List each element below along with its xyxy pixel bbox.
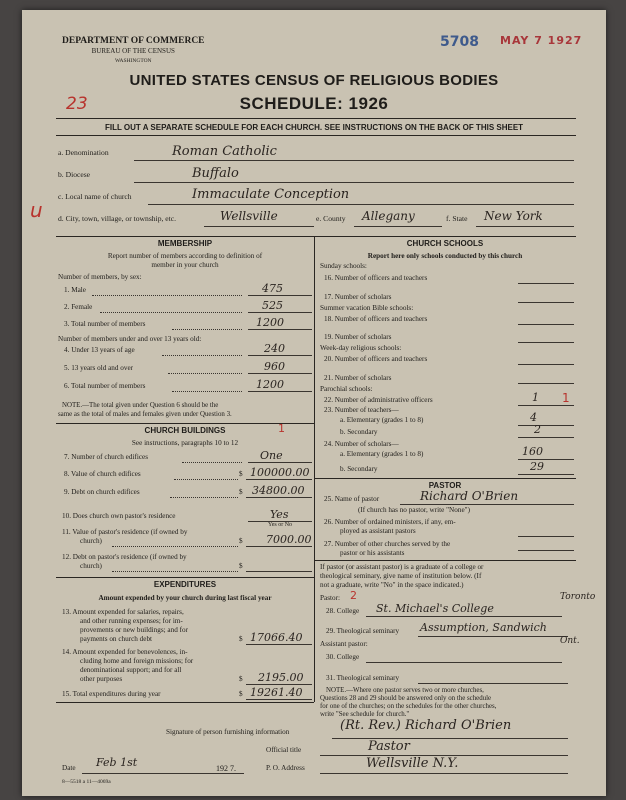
q29-seminary-value: Assumption, Sandwich: [420, 621, 547, 634]
dollar-sign: $: [239, 635, 243, 643]
schools-intro: Report here only schools conducted by this church: [367, 252, 523, 260]
q28-college-value: St. Michael's College: [376, 602, 494, 615]
q6-total-label: 6. Total number of members: [64, 382, 146, 390]
dollar-sign: $: [239, 470, 243, 478]
assistant-pastor-subheading: Assistant pastor:: [320, 640, 368, 648]
q26-label-2: ployed as assistant pastors: [340, 527, 416, 535]
q7-edifices-label: 7. Number of church edifices: [64, 453, 149, 461]
denomination-label: a. Denomination: [58, 148, 109, 157]
dollar-sign: $: [239, 675, 243, 683]
q2-female-label: 2. Female: [64, 303, 93, 311]
q9-edifice-debt-label: 9. Debt on church edifices: [64, 488, 140, 496]
red-mark-buildings: 1: [278, 422, 285, 435]
date-value: Feb 1st: [96, 756, 138, 769]
form-schedule-title: SCHEDULE: 1926: [239, 94, 389, 113]
q22-value: 1: [532, 391, 539, 404]
q24b-value: 29: [530, 460, 544, 473]
graduate-instructions-2: theological seminary, give name of institution below. (If: [320, 572, 482, 580]
dollar-sign: $: [239, 690, 243, 698]
yes-or-no-hint: Yes or No: [268, 522, 293, 528]
form-instructions: FILL OUT A SEPARATE SCHEDULE FOR EACH CHURCH. SEE INSTRUCTIONS ON THE BACK OF THIS SHEET: [104, 123, 524, 132]
q25-label: 25. Name of pastor: [324, 495, 380, 503]
q23a-value: 4: [530, 411, 537, 424]
q4-under-13-label: 4. Under 13 years of age: [64, 346, 135, 354]
q10-owns-residence-label: 10. Does church own pastor's residence: [62, 512, 176, 520]
q1-male-label: 1. Male: [64, 286, 86, 294]
pastor-note-4: write "See schedule for church.": [320, 711, 410, 718]
members-by-sex-label: Number of members, by sex:: [58, 273, 142, 281]
q12-residence-debt-label: 12. Debt on pastor's residence (if owned by: [62, 553, 187, 561]
q11-residence-value-label-2: church): [80, 537, 102, 545]
q31-seminary-label: 31. Theological seminary: [326, 674, 400, 682]
expenditures-intro: Amount expended by your church during last fiscal year: [98, 594, 272, 602]
q23a-label: a. Elementary (grades 1 to 8): [340, 416, 424, 424]
q13-running-expenses-value: 17066.40: [250, 631, 303, 644]
q13-line-4: payments on church debt: [80, 635, 153, 643]
q10-owns-residence-value: Yes: [270, 508, 289, 521]
pastor-subheading: Pastor:: [320, 594, 340, 602]
church-schools-heading: CHURCH SCHOOLS: [406, 239, 484, 248]
q24b-label: b. Secondary: [340, 465, 378, 473]
q20-label: 20. Number of officers and teachers: [324, 355, 428, 363]
q27-label: 27. Number of other churches served by the: [324, 540, 451, 548]
signature-value: (Rt. Rev.) Richard O'Brien: [340, 718, 512, 733]
q15-total-expenditures-label: 15. Total expenditures during year: [62, 690, 161, 698]
bureau-city: WASHINGTON: [114, 58, 152, 64]
denomination-value: Roman Catholic: [172, 144, 277, 159]
q6-total-value: 1200: [256, 378, 284, 391]
official-title-value: Pastor: [368, 739, 410, 754]
city-value: Wellsville: [220, 209, 278, 223]
county-value: Allegany: [362, 209, 415, 223]
county-label: e. County: [316, 214, 346, 223]
department-header: [62, 36, 205, 66]
graduate-instructions: If pastor (or assistant pastor) is a graduate of a college or: [320, 563, 484, 571]
diocese-label: b. Diocese: [58, 170, 91, 179]
q14-benevolences-value: 2195.00: [258, 671, 304, 684]
members-by-age-label: Number of members under and over 13 years old:: [58, 335, 202, 343]
membership-intro: Report number of members according to definition of: [107, 252, 263, 260]
q13-line-3: provements or new buildings; and for: [80, 626, 188, 634]
red-mark-schools: 1: [562, 391, 570, 405]
church-name-label: c. Local name of church: [58, 192, 132, 201]
po-address-value: Wellsville N.Y.: [366, 756, 459, 771]
pastor-note-3: for one of the churches; on the schedules for the other churches,: [320, 703, 497, 710]
q14-line-2: cluding home and foreign missions; for: [80, 657, 194, 665]
membership-heading: MEMBERSHIP: [157, 239, 213, 248]
city-label: d. City, town, village, or township, etc.: [58, 214, 177, 223]
q18-label: 18. Number of officers and teachers: [324, 315, 428, 323]
parochial-schools-label: Parochial schools:: [320, 385, 373, 393]
q15-total-expenditures-value: 19261.40: [250, 686, 303, 699]
q8-edifice-value-value: 100000.00: [250, 466, 310, 479]
census-schedule-sheet: [22, 10, 606, 796]
date-year: 192 7.: [216, 764, 236, 773]
po-address-label: P. O. Address: [266, 764, 305, 772]
q1-male-value: 475: [262, 282, 283, 295]
buildings-instructions: See instructions, paragraphs 10 to 12: [131, 439, 239, 447]
q11-residence-value-label: 11. Value of pastor's residence (if owned by: [62, 528, 188, 536]
bureau-name: BUREAU OF THE CENSUS: [91, 47, 175, 55]
q23b-label: b. Secondary: [340, 428, 378, 436]
membership-note-2: same as the total of males and females given under Question 3.: [58, 411, 232, 418]
q21-label: 21. Number of scholars: [324, 374, 392, 382]
q24-label: 24. Number of scholars—: [324, 440, 399, 448]
q9-edifice-debt-value: 34800.00: [252, 484, 305, 497]
department-name: DEPARTMENT OF COMMERCE: [62, 36, 205, 46]
pastor-note: NOTE.—Where one pastor serves two or more churches,: [326, 687, 484, 694]
q4-under-13-value: 240: [264, 342, 285, 355]
official-title-label: Official title: [266, 746, 302, 754]
q29-seminary-label: 29. Theological seminary: [326, 627, 400, 635]
q16-label: 16. Number of officers and teachers: [324, 274, 428, 282]
file-number-stamp: 5708: [440, 34, 479, 50]
q3-total-label: 3. Total number of members: [64, 320, 146, 328]
q25-pastor-name-value: Richard O'Brien: [420, 489, 519, 503]
q30-college-label: 30. College: [326, 653, 360, 661]
signature-label: Signature of person furnishing information: [166, 728, 290, 736]
received-date-stamp: MAY 7 1927: [500, 34, 583, 47]
form-title: UNITED STATES CENSUS OF RELIGIOUS BODIES: [129, 72, 499, 89]
q23b-value: 2: [534, 423, 541, 436]
q14-benevolences-label: 14. Amount expended for benevolences, in-: [62, 648, 188, 656]
q14-line-4: other purposes: [80, 675, 123, 683]
church-buildings-heading: CHURCH BUILDINGS: [144, 426, 226, 435]
expenditures-heading: EXPENDITURES: [153, 580, 217, 589]
q22-label: 22. Number of administrative officers: [324, 396, 433, 404]
q13-running-expenses-label: 13. Amount expended for salaries, repairs,: [62, 608, 184, 616]
graduate-instructions-3: not a graduate, write "No" in the space indicated.): [320, 581, 464, 589]
dollar-sign: $: [239, 488, 243, 496]
church-name-value: Immaculate Conception: [192, 187, 350, 202]
red-mark-pastor: 2: [350, 589, 357, 602]
sunday-schools-label: Sunday schools:: [320, 262, 367, 270]
q12-residence-debt-label-2: church): [80, 562, 102, 570]
q24a-label: a. Elementary (grades 1 to 8): [340, 450, 424, 458]
q3-total-value: 1200: [256, 316, 284, 329]
q19-label: 19. Number of scholars: [324, 333, 392, 341]
q5-over-13-value: 960: [264, 360, 285, 373]
form-code: 8—5518 a 11—4069a: [62, 779, 111, 785]
q28-college-note: Toronto: [560, 592, 596, 602]
pastor-note-2: Questions 28 and 29 should be answered only on the schedule: [320, 695, 492, 702]
dollar-sign: $: [239, 537, 243, 545]
q8-edifice-value-label: 8. Value of church edifices: [64, 470, 141, 478]
q13-line-2: and other running expenses; for im-: [80, 617, 183, 625]
state-value: New York: [484, 209, 543, 223]
summer-schools-label: Summer vacation Bible schools:: [320, 304, 414, 312]
pastor-heading: PASTOR: [428, 481, 462, 490]
state-label: f. State: [446, 214, 468, 223]
q7-edifices-value: One: [260, 449, 283, 462]
q26-label: 26. Number of ordained ministers, if any, em-: [324, 518, 456, 526]
q2-female-value: 525: [262, 299, 283, 312]
membership-intro-2: member in your church: [151, 261, 219, 269]
membership-note: NOTE.—The total given under Question 6 should be the: [62, 402, 219, 409]
red-margin-letter: u: [30, 198, 43, 222]
q14-line-3: denominational support; and for all: [80, 666, 182, 674]
q29-seminary-note: Ont.: [560, 636, 580, 646]
weekday-schools-label: Week-day religious schools:: [320, 344, 402, 352]
red-handwritten-number: 23: [66, 94, 88, 114]
date-label: Date: [62, 764, 76, 772]
q28-college-label: 28. College: [326, 607, 360, 615]
q25-note: (If church has no pastor, write "None"): [358, 506, 470, 514]
q24a-value: 160: [522, 445, 543, 458]
q27-label-2: pastor or his assistants: [340, 549, 405, 557]
q17-label: 17. Number of scholars: [324, 293, 392, 301]
dollar-sign: $: [239, 562, 243, 570]
q23-label: 23. Number of teachers—: [324, 406, 399, 414]
diocese-value: Buffalo: [192, 166, 239, 181]
q5-over-13-label: 5. 13 years old and over: [64, 364, 134, 372]
q11-residence-value-value: 7000.00: [266, 533, 312, 546]
